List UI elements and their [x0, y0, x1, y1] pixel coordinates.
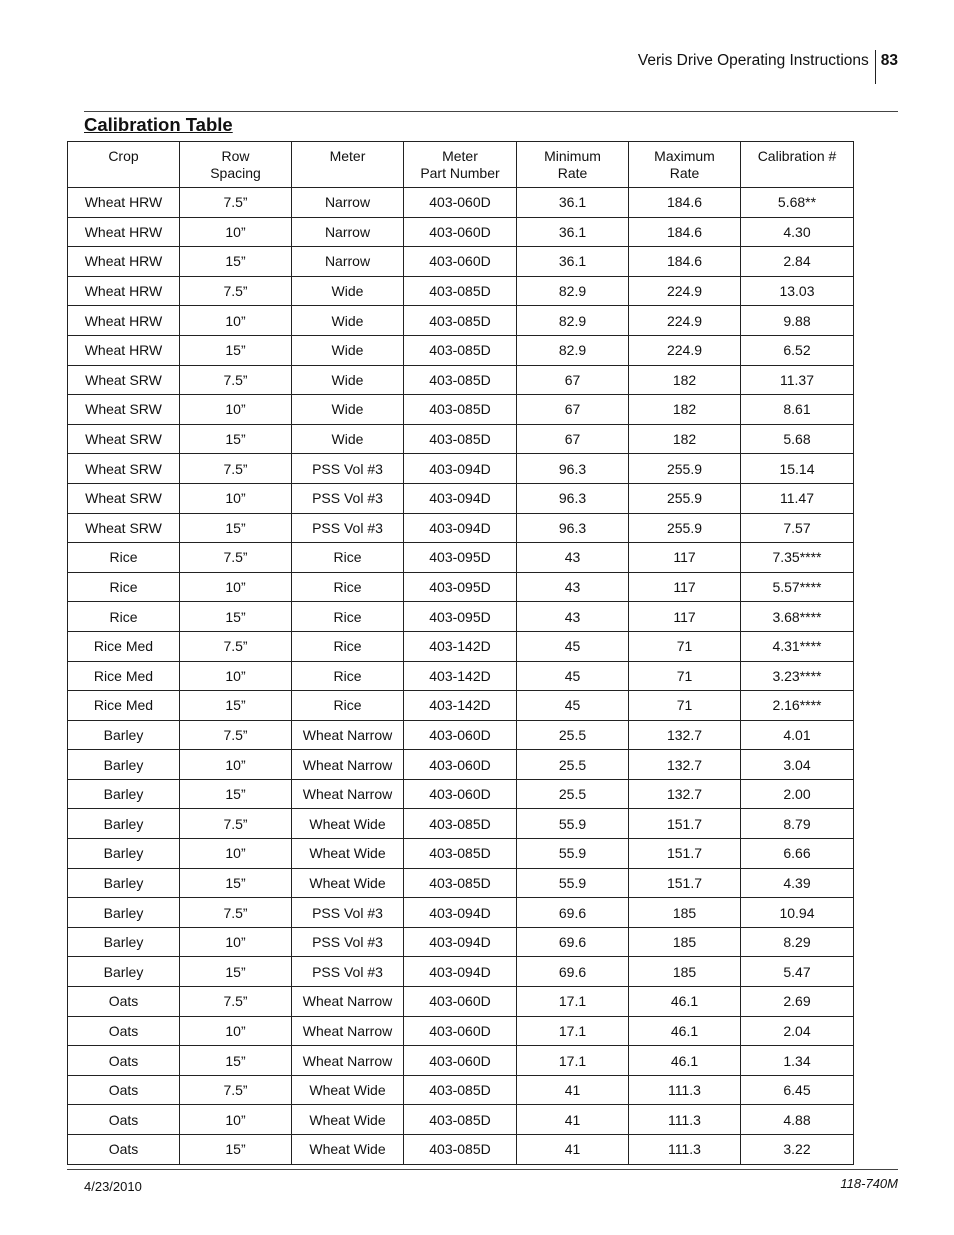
table-cell: 2.00	[741, 779, 854, 809]
table-cell: 403-060D	[404, 987, 517, 1017]
table-cell: 96.3	[517, 513, 629, 543]
table-row	[68, 750, 854, 780]
table-cell: 15”	[180, 513, 292, 543]
table-cell: 403-085D	[404, 424, 517, 454]
table-cell: 111.3	[629, 1105, 741, 1135]
table-cell: Wheat SRW	[68, 365, 180, 395]
table-cell: 43	[517, 572, 629, 602]
table-cell: Rice	[292, 661, 404, 691]
table-cell: 55.9	[517, 868, 629, 898]
table-cell: Wheat SRW	[68, 454, 180, 484]
table-cell: 255.9	[629, 513, 741, 543]
table-row	[68, 898, 854, 928]
table-cell: 403-095D	[404, 602, 517, 632]
table-cell: Narrow	[292, 247, 404, 277]
table-cell: 184.6	[629, 217, 741, 247]
table-cell: 403-085D	[404, 276, 517, 306]
table-row	[68, 395, 854, 425]
table-body	[68, 188, 854, 1165]
table-cell: 2.16****	[741, 691, 854, 721]
table-cell: Barley	[68, 839, 180, 869]
table-cell: 185	[629, 898, 741, 928]
table-cell: Narrow	[292, 217, 404, 247]
table-cell: 10”	[180, 1016, 292, 1046]
table-row	[68, 602, 854, 632]
table-cell: 132.7	[629, 750, 741, 780]
table-cell: 8.79	[741, 809, 854, 839]
table-cell: 2.84	[741, 247, 854, 277]
table-cell: 10.94	[741, 898, 854, 928]
table-cell: Wheat Narrow	[292, 1016, 404, 1046]
table-row	[68, 335, 854, 365]
column-header-label: Meter	[329, 148, 366, 164]
table-cell: 132.7	[629, 779, 741, 809]
table-cell: Wheat SRW	[68, 395, 180, 425]
table-cell: 10”	[180, 661, 292, 691]
table-cell: 255.9	[629, 483, 741, 513]
table-cell: Wide	[292, 395, 404, 425]
table-cell: 184.6	[629, 188, 741, 218]
table-row	[68, 1105, 854, 1135]
table-cell: 403-085D	[404, 1105, 517, 1135]
table-cell: 6.66	[741, 839, 854, 869]
table-cell: PSS Vol #3	[292, 927, 404, 957]
table-cell: 403-085D	[404, 868, 517, 898]
table-cell: 403-085D	[404, 1135, 517, 1165]
table-cell: 403-060D	[404, 720, 517, 750]
table-cell: PSS Vol #3	[292, 513, 404, 543]
table-cell: 7.5”	[180, 276, 292, 306]
table-cell: 15”	[180, 335, 292, 365]
table-cell: Wheat Wide	[292, 1105, 404, 1135]
table-row	[68, 513, 854, 543]
table-row	[68, 809, 854, 839]
table-cell: 403-094D	[404, 927, 517, 957]
column-header-label: Crop	[108, 148, 139, 164]
table-row	[68, 779, 854, 809]
table-cell: Oats	[68, 1105, 180, 1135]
table-cell: 111.3	[629, 1135, 741, 1165]
table-cell: Wheat HRW	[68, 306, 180, 336]
header-divider	[875, 50, 876, 84]
table-row	[68, 631, 854, 661]
table-cell: Wheat Narrow	[292, 987, 404, 1017]
table-header-row	[68, 142, 854, 188]
table-cell: 5.68**	[741, 188, 854, 218]
table-cell: Rice	[292, 691, 404, 721]
column-header	[517, 142, 629, 188]
table-row	[68, 1016, 854, 1046]
table-cell: 15”	[180, 1046, 292, 1076]
table-cell: Oats	[68, 987, 180, 1017]
table-cell: Wheat SRW	[68, 483, 180, 513]
table-cell: Rice	[292, 631, 404, 661]
table-cell: 82.9	[517, 306, 629, 336]
table-cell: 43	[517, 543, 629, 573]
table-cell: Wide	[292, 365, 404, 395]
table-cell: PSS Vol #3	[292, 483, 404, 513]
table-cell: Wheat Narrow	[292, 750, 404, 780]
table-cell: 2.04	[741, 1016, 854, 1046]
table-cell: 69.6	[517, 957, 629, 987]
column-header	[68, 142, 180, 188]
table-cell: 4.30	[741, 217, 854, 247]
table-cell: 45	[517, 661, 629, 691]
table-cell: 151.7	[629, 839, 741, 869]
table-cell: 403-060D	[404, 750, 517, 780]
table-cell: 71	[629, 631, 741, 661]
table-cell: 17.1	[517, 1046, 629, 1076]
table-cell: 41	[517, 1075, 629, 1105]
table-cell: 403-060D	[404, 1016, 517, 1046]
table-cell: 10”	[180, 306, 292, 336]
table-cell: Rice	[68, 572, 180, 602]
column-header-label: Meter	[442, 148, 478, 164]
table-cell: Wheat SRW	[68, 424, 180, 454]
table-cell: 10”	[180, 217, 292, 247]
table-cell: PSS Vol #3	[292, 957, 404, 987]
table-cell: Barley	[68, 927, 180, 957]
table-cell: 71	[629, 661, 741, 691]
table-row	[68, 543, 854, 573]
table-row	[68, 1075, 854, 1105]
table-cell: 403-142D	[404, 691, 517, 721]
table-cell: Wheat Wide	[292, 839, 404, 869]
table-row	[68, 720, 854, 750]
table-cell: 9.88	[741, 306, 854, 336]
table-cell: 5.57****	[741, 572, 854, 602]
table-cell: 2.69	[741, 987, 854, 1017]
table-cell: 15”	[180, 1135, 292, 1165]
table-cell: 67	[517, 365, 629, 395]
table-cell: 7.35****	[741, 543, 854, 573]
bottom-rule	[67, 1169, 898, 1170]
table-cell: 184.6	[629, 247, 741, 277]
table-cell: 255.9	[629, 454, 741, 484]
table-cell: Wheat Wide	[292, 809, 404, 839]
header-title: Veris Drive Operating Instructions	[637, 52, 869, 69]
table-row	[68, 306, 854, 336]
table-cell: Barley	[68, 898, 180, 928]
table-cell: 403-085D	[404, 839, 517, 869]
table-cell: Wheat Wide	[292, 1075, 404, 1105]
table-cell: 36.1	[517, 188, 629, 218]
table-cell: 69.6	[517, 898, 629, 928]
table-cell: 224.9	[629, 276, 741, 306]
table-cell: 25.5	[517, 720, 629, 750]
table-cell: Wheat Narrow	[292, 720, 404, 750]
column-header-label: Calibration #	[757, 148, 837, 164]
table-cell: 4.01	[741, 720, 854, 750]
table-cell: 10”	[180, 483, 292, 513]
table-cell: 5.47	[741, 957, 854, 987]
table-cell: 11.47	[741, 483, 854, 513]
table-cell: Barley	[68, 809, 180, 839]
table-cell: Wide	[292, 306, 404, 336]
table-row	[68, 247, 854, 277]
table-cell: 403-094D	[404, 513, 517, 543]
table-cell: 8.61	[741, 395, 854, 425]
table-cell: 11.37	[741, 365, 854, 395]
table-cell: Wheat HRW	[68, 217, 180, 247]
table-cell: Wheat HRW	[68, 247, 180, 277]
table-cell: Rice	[292, 572, 404, 602]
table-cell: 71	[629, 691, 741, 721]
table-cell: 46.1	[629, 1016, 741, 1046]
table-cell: 67	[517, 424, 629, 454]
table-cell: 151.7	[629, 809, 741, 839]
table-cell: 15”	[180, 247, 292, 277]
column-header-label: Minimum	[544, 148, 601, 164]
table-cell: 7.5”	[180, 720, 292, 750]
table-cell: Wide	[292, 424, 404, 454]
table-cell: 117	[629, 543, 741, 573]
table-cell: 403-060D	[404, 188, 517, 218]
table-cell: Rice Med	[68, 631, 180, 661]
table-cell: 403-142D	[404, 661, 517, 691]
table-cell: Rice Med	[68, 691, 180, 721]
table-row	[68, 483, 854, 513]
table-row	[68, 1135, 854, 1165]
table-cell: 10”	[180, 750, 292, 780]
table-cell: 4.88	[741, 1105, 854, 1135]
table-cell: 41	[517, 1105, 629, 1135]
table-cell: 185	[629, 927, 741, 957]
table-cell: 7.5”	[180, 1075, 292, 1105]
table-cell: Oats	[68, 1075, 180, 1105]
table-cell: Barley	[68, 868, 180, 898]
table-row	[68, 987, 854, 1017]
table-cell: Rice Med	[68, 661, 180, 691]
table-cell: Rice	[68, 602, 180, 632]
table-cell: 182	[629, 424, 741, 454]
table-cell: Wheat Narrow	[292, 779, 404, 809]
calibration-table	[67, 141, 854, 1165]
table-cell: 45	[517, 691, 629, 721]
column-header	[741, 142, 854, 188]
column-header-label: Row	[221, 148, 250, 164]
table-cell: 67	[517, 395, 629, 425]
column-header-label: Rate	[669, 165, 700, 181]
table-cell: 132.7	[629, 720, 741, 750]
table-cell: 45	[517, 631, 629, 661]
table-cell: 10”	[180, 572, 292, 602]
table-cell: 7.5”	[180, 543, 292, 573]
table-cell: 15”	[180, 424, 292, 454]
table-cell: 3.22	[741, 1135, 854, 1165]
table-cell: 7.5”	[180, 987, 292, 1017]
table-cell: 403-060D	[404, 217, 517, 247]
table-cell: 17.1	[517, 987, 629, 1017]
table-cell: 25.5	[517, 750, 629, 780]
table-cell: 10”	[180, 927, 292, 957]
table-cell: 7.5”	[180, 898, 292, 928]
table-cell: 4.39	[741, 868, 854, 898]
column-header	[292, 142, 404, 188]
table-cell: Wheat HRW	[68, 188, 180, 218]
table-cell: Wheat Wide	[292, 1135, 404, 1165]
column-header	[404, 142, 517, 188]
table-row	[68, 927, 854, 957]
table-cell: 403-095D	[404, 572, 517, 602]
table-cell: 403-085D	[404, 365, 517, 395]
table-cell: Rice	[68, 543, 180, 573]
table-cell: 82.9	[517, 276, 629, 306]
table-row	[68, 365, 854, 395]
table-cell: 3.04	[741, 750, 854, 780]
table-cell: 69.6	[517, 927, 629, 957]
table-cell: 7.5”	[180, 809, 292, 839]
table-cell: 403-094D	[404, 483, 517, 513]
table-cell: 403-060D	[404, 1046, 517, 1076]
table-row	[68, 217, 854, 247]
table-cell: 7.5”	[180, 188, 292, 218]
column-header-label: Spacing	[210, 165, 261, 181]
table-cell: Narrow	[292, 188, 404, 218]
table-cell: 10”	[180, 839, 292, 869]
table-cell: Barley	[68, 957, 180, 987]
table-cell: 4.31****	[741, 631, 854, 661]
table-cell: 46.1	[629, 1046, 741, 1076]
table-cell: 7.5”	[180, 631, 292, 661]
table-cell: 403-085D	[404, 1075, 517, 1105]
table-cell: 403-085D	[404, 306, 517, 336]
table-cell: Rice	[292, 543, 404, 573]
table-cell: Rice	[292, 602, 404, 632]
table-cell: 43	[517, 602, 629, 632]
table-row	[68, 691, 854, 721]
table-row	[68, 839, 854, 869]
table-cell: Wheat SRW	[68, 513, 180, 543]
top-rule	[84, 111, 898, 112]
footer-doc-number: 118-740M	[840, 1176, 898, 1191]
table-cell: Barley	[68, 720, 180, 750]
column-header-label: Part Number	[420, 165, 500, 181]
column-header-label: Rate	[557, 165, 588, 181]
table-cell: 182	[629, 395, 741, 425]
table-cell: 96.3	[517, 483, 629, 513]
table-cell: 7.5”	[180, 365, 292, 395]
table-row	[68, 276, 854, 306]
table-cell: 8.29	[741, 927, 854, 957]
table-cell: 36.1	[517, 217, 629, 247]
table-cell: 403-085D	[404, 395, 517, 425]
table-cell: 151.7	[629, 868, 741, 898]
table-cell: 15”	[180, 602, 292, 632]
table-cell: 15.14	[741, 454, 854, 484]
page-number: 83	[880, 52, 898, 69]
table-cell: 13.03	[741, 276, 854, 306]
table-cell: Barley	[68, 779, 180, 809]
table-cell: Wheat Wide	[292, 868, 404, 898]
table-cell: 117	[629, 572, 741, 602]
table-cell: Oats	[68, 1135, 180, 1165]
column-header-label: Maximum	[654, 148, 715, 164]
table-cell: 5.68	[741, 424, 854, 454]
table-cell: 111.3	[629, 1075, 741, 1105]
table-cell: 10”	[180, 395, 292, 425]
table-cell: Wide	[292, 276, 404, 306]
table-cell: 3.68****	[741, 602, 854, 632]
footer-date: 4/23/2010	[84, 1179, 142, 1194]
table-cell: 10”	[180, 1105, 292, 1135]
table-row	[68, 868, 854, 898]
table-cell: 96.3	[517, 454, 629, 484]
table-cell: 15”	[180, 691, 292, 721]
table-cell: PSS Vol #3	[292, 454, 404, 484]
column-header	[629, 142, 741, 188]
table-cell: 36.1	[517, 247, 629, 277]
table-cell: 403-085D	[404, 335, 517, 365]
table-cell: Wheat HRW	[68, 276, 180, 306]
table-cell: 1.34	[741, 1046, 854, 1076]
table-cell: 55.9	[517, 809, 629, 839]
table-cell: 224.9	[629, 335, 741, 365]
table-cell: 403-094D	[404, 957, 517, 987]
table-cell: 15”	[180, 957, 292, 987]
table-cell: 224.9	[629, 306, 741, 336]
table-cell: Wide	[292, 335, 404, 365]
table-cell: 7.57	[741, 513, 854, 543]
table-cell: 3.23****	[741, 661, 854, 691]
table-cell: 403-142D	[404, 631, 517, 661]
table-row	[68, 188, 854, 218]
table-cell: 17.1	[517, 1016, 629, 1046]
page-header	[638, 50, 898, 84]
table-cell: 7.5”	[180, 454, 292, 484]
column-header	[180, 142, 292, 188]
table-cell: 25.5	[517, 779, 629, 809]
table-cell: 6.52	[741, 335, 854, 365]
table-cell: 403-094D	[404, 898, 517, 928]
table-cell: Wheat Narrow	[292, 1046, 404, 1076]
table-cell: 403-095D	[404, 543, 517, 573]
table-row	[68, 454, 854, 484]
table-cell: 46.1	[629, 987, 741, 1017]
table-cell: PSS Vol #3	[292, 898, 404, 928]
table-cell: 41	[517, 1135, 629, 1165]
table-cell: 55.9	[517, 839, 629, 869]
table-row	[68, 572, 854, 602]
table-cell: 403-094D	[404, 454, 517, 484]
table-cell: 117	[629, 602, 741, 632]
table-row	[68, 661, 854, 691]
table-cell: 185	[629, 957, 741, 987]
table-cell: Barley	[68, 750, 180, 780]
table-cell: Wheat HRW	[68, 335, 180, 365]
table-row	[68, 424, 854, 454]
table-cell: 15”	[180, 779, 292, 809]
table-cell: 403-060D	[404, 779, 517, 809]
table-row	[68, 957, 854, 987]
table-cell: 15”	[180, 868, 292, 898]
section-title: Calibration Table	[84, 114, 233, 135]
table-cell: 6.45	[741, 1075, 854, 1105]
table-cell: 182	[629, 365, 741, 395]
table-cell: 82.9	[517, 335, 629, 365]
table-cell: Oats	[68, 1016, 180, 1046]
table-row	[68, 1046, 854, 1076]
table-cell: 403-085D	[404, 809, 517, 839]
table-cell: 403-060D	[404, 247, 517, 277]
table-cell: Oats	[68, 1046, 180, 1076]
